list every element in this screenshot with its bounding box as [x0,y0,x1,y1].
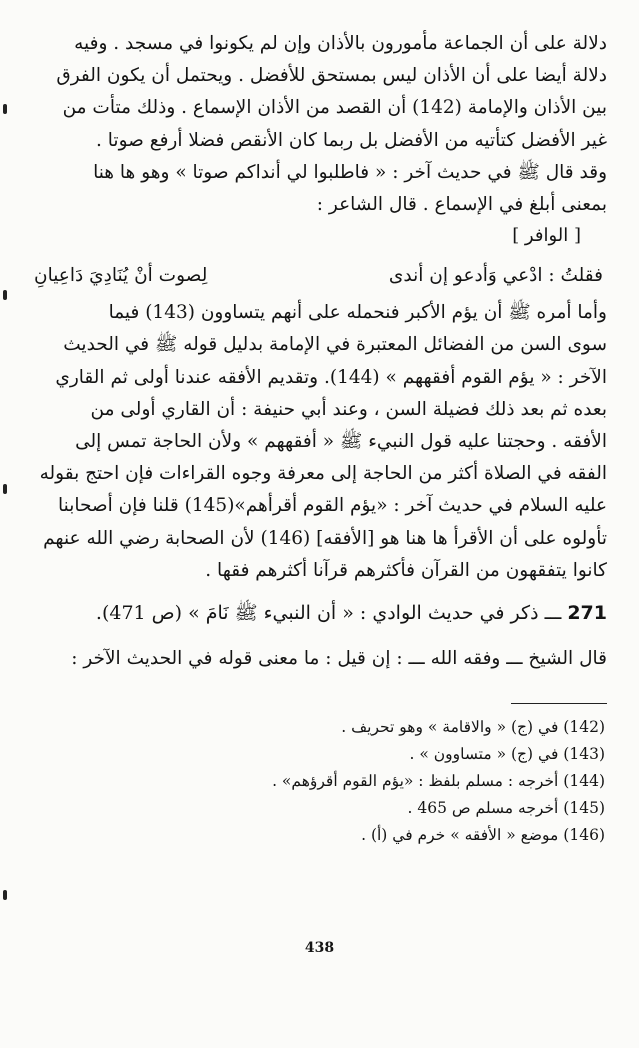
text-line: وقد قال ﷺ في حديث آخر : « فاطلبوا لي أنداكم صوتا » وهو ها هنا [93,161,607,183]
poem-verse [34,259,607,293]
text-line: عليه السلام في حديث آخر : «يؤم القوم أقرأهم»(145) قلنا فإن أصحابنا [57,495,607,517]
text-line: سوى السن من الفضائل المعتبرة في الإمامة بدليل قوله ﷺ في الحديث [63,334,607,356]
text-line: وأما أمره ﷺ أن يؤم الأكبر فنحمله على أنهم يتساوون (143) فيما [108,302,607,324]
margin-mark [3,890,7,900]
paragraph-2 [34,297,607,587]
footnote: (142) في (ج) « والاقامة » وهو تحريف . [341,718,605,737]
section-number: 271 [567,602,607,625]
text-line: الآخر : « يؤم القوم أفقههم » (144). وتقديم الأفقه عندنا أولى ثم القاري [55,366,607,388]
verse-second-hemistich: لِصوت أنْ يُنَادِيَ دَاعِيانِ [34,265,208,287]
text-line: الأفقه . وحجتنا عليه قول النبيء ﷺ « أفقههم » ولأن الحاجة تمس إلى [75,431,607,453]
text-line: تأولوه على أن الأقرأ ها هنا هو [الأفقه] (146) لأن الصحابة رضي الله عنهم [43,527,607,549]
footnote: (144) أخرجه : مسلم بلفظ : «يؤم القوم أقرؤهم» . [272,772,605,791]
footnotes [34,714,607,849]
paragraph-1 [34,28,607,221]
margin-mark [3,484,7,494]
page-body [34,28,607,849]
text-line: بمعنى أبلغ في الإسماع . قال الشاعر : [316,194,607,216]
margin-mark [3,290,7,300]
separator-rule [511,703,607,704]
margin-mark [3,104,7,114]
poetic-meter-label: [ الوافر ] [512,225,581,247]
text-line: دلالة أيضا على أن الأذان ليس بمستحق للأفضل . ويحتمل أن يكون الفرق [56,65,607,87]
text-line: كانوا يتفقهون من القرآن فأكثرهم قرآنا أكثرهم فقها . [205,559,607,581]
page-number: 438 [304,940,335,956]
closing-line: قال الشيخ ـــ وفقه الله ـــ : إن قيل : ما معنى قوله في الحديث الآخر : [71,648,607,670]
footnote-separator [34,675,607,714]
footnote: (146) موضع « الأفقه » خرم في (أ) . [361,826,605,845]
section-heading [34,597,607,629]
footnote: (145) أخرجه مسلم ص 465 . [407,799,605,818]
section-text: ـــ ذكر في حديث الوادي : « أن النبيء ﷺ نَامَ » (ص 471). [95,602,562,625]
text-line: دلالة على أن الجماعة مأمورون بالأذان وإن لم يكونوا في مسجد . وفيه [74,33,607,54]
text-line: بعده ثم بعد ذلك فضيلة السن ، وعند أبي حنيفة : أن القاري أولى من [90,398,607,420]
text-line: بين الأذان والإمامة (142) أن القصد من الأذان الإسماع . وذلك متأت من [62,97,607,119]
verse-first-hemistich: فقلتُ : ادْعي وَأدعو إن أندى [388,265,603,287]
text-line: غير الأفضل كتأتيه من الأفضل بل ربما كان الأنقص فضلا أرفع صوتا . [96,129,607,151]
footnote: (143) في (ج) « متساوون » . [409,745,605,764]
text-line: الفقه في الصلاة أكثر من الحاجة إلى معرفة وجوه القراءات فإن احتج بقوله [39,463,607,485]
